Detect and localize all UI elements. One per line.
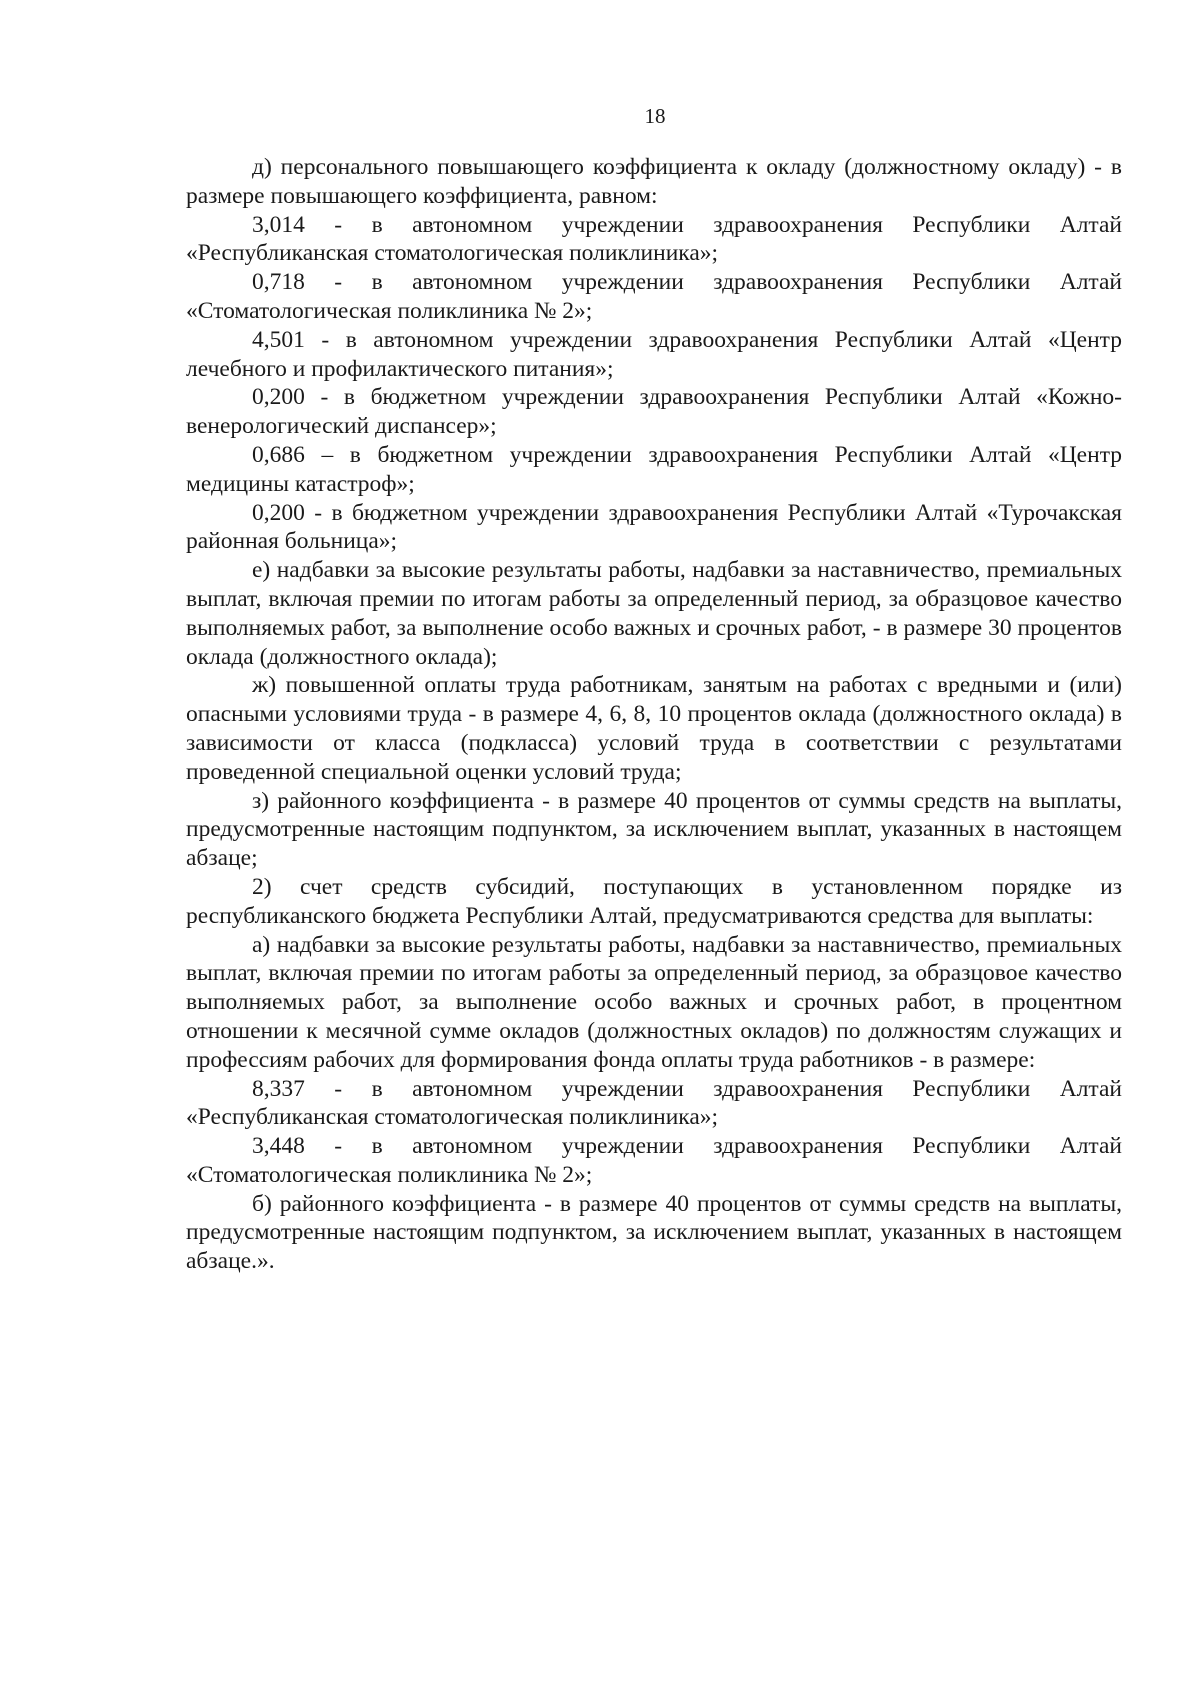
paragraph-rate-3448: 3,448 - в автономном учреждении здравоохранения Республики Алтай «Стоматологическая поликлиника № 2»; — [186, 1133, 1122, 1188]
paragraph-coefficient-3014: 3,014 - в автономном учреждении здравоохранения Республики Алтай «Республиканская стоматологическая поликлиника»; — [186, 211, 1122, 267]
paragraph-zh-hazard-pay: ж) повышенной оплаты труда работникам, занятым на работах с вредными и (или) опасными условиями труда - в размере 4, 6, 8, 10 процентов оклада (должностного оклада) в зависимости от класса (подкласса) условий труда в соответствии с результатами проведенной специальной оценки условий труда; — [186, 672, 1122, 785]
document-body — [186, 153, 1122, 1276]
paragraph-b-regional-coefficient: б) районного коэффициента - в размере 40 процентов от суммы средств на выплаты, предусмотренные настоящим подпунктом, за исключением выплат, указанных в настоящем абзаце.». — [186, 1190, 1122, 1275]
paragraph-coefficient-0686: 0,686 – в бюджетном учреждении здравоохранения Республики Алтай «Центр медицины катастроф»; — [186, 441, 1122, 497]
paragraph-coefficient-0718: 0,718 - в автономном учреждении здравоохранения Республики Алтай «Стоматологическая поликлиника № 2»; — [186, 269, 1122, 324]
paragraph-2-subsidies: 2) счет средств субсидий, поступающих в установленном порядке из республиканского бюджета Республики Алтай, предусматриваются средства для выплаты: — [186, 873, 1122, 929]
paragraph-a-bonuses: а) надбавки за высокие результаты работы, надбавки за наставничество, премиальных выплат, включая премии по итогам работы за определенный период, за образцовое качество выполняемых работ, за выполнение особо важных и срочных работ, в процентном отношении к месячной сумме окладов (должностных окладов) по должностям служащих и профессиям рабочих для формирования фонда оплаты труда работников - в размере: — [186, 931, 1122, 1073]
paragraph-d-personal-coefficient: д) персонального повышающего коэффициента к окладу (должностному окладу) - в размере повышающего коэффициента, равном: — [186, 154, 1122, 209]
paragraph-rate-8337: 8,337 - в автономном учреждении здравоохранения Республики Алтай «Республиканская стоматологическая поликлиника»; — [186, 1075, 1122, 1131]
page-number: 18 — [644, 104, 666, 128]
paragraph-e-bonuses: е) надбавки за высокие результаты работы, надбавки за наставничество, премиальных выплат, включая премии по итогам работы за определенный период, за образцовое качество выполняемых работ, за выполнение особо важных и срочных работ, - в размере 30 процентов оклада (должностного оклада); — [186, 557, 1122, 670]
paragraph-coefficient-0200-derm: 0,200 - в бюджетном учреждении здравоохранения Республики Алтай «Кожно-венерологический диспансер»; — [186, 384, 1122, 440]
paragraph-coefficient-0200-turochak: 0,200 - в бюджетном учреждении здравоохранения Республики Алтай «Турочакская районная больница»; — [186, 499, 1122, 555]
paragraph-z-regional-coefficient: з) районного коэффициента - в размере 40 процентов от суммы средств на выплаты, предусмотренные настоящим подпунктом, за исключением выплат, указанных в настоящем абзаце; — [186, 787, 1122, 872]
paragraph-coefficient-4501: 4,501 - в автономном учреждении здравоохранения Республики Алтай «Центр лечебного и профилактического питания»; — [186, 326, 1122, 382]
